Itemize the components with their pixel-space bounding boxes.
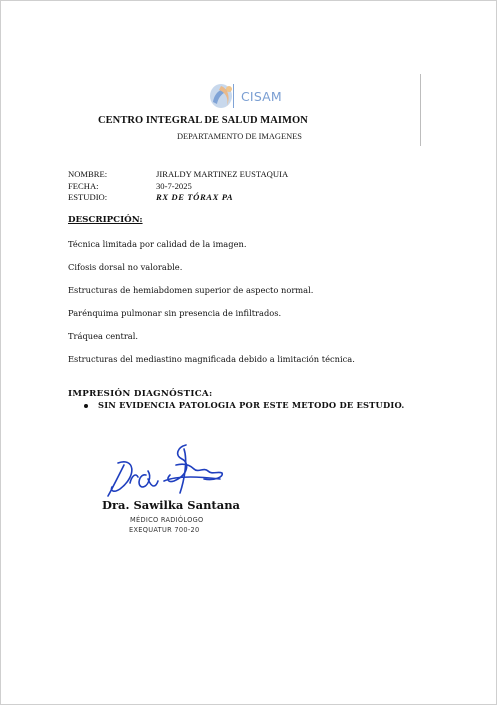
logo-text: CISAM (241, 89, 282, 104)
description-paragraph: Estructuras de hemiabdomen superior de aspecto normal. (68, 285, 314, 295)
doctor-license: EXEQUATUR 700-20 (129, 526, 200, 534)
name-label: NOMBRE: (68, 169, 108, 179)
description-paragraph: Cifosis dorsal no valorable. (68, 262, 183, 272)
study-label: ESTUDIO: (68, 192, 108, 202)
date-value: 30-7-2025 (156, 180, 192, 191)
institution-name: CENTRO INTEGRAL DE SALUD MAIMON (98, 115, 308, 126)
doctor-title: MÉDICO RADIÓLOGO (130, 516, 204, 524)
name-value: JIRALDY MARTINEZ EUSTAQUIA (156, 169, 289, 179)
department-name: DEPARTAMENTO DE IMAGENES (177, 132, 302, 141)
bullet-icon (84, 404, 88, 408)
margin-rule (420, 74, 421, 146)
description-paragraph: Tráquea central. (68, 331, 139, 341)
description-paragraph: Estructuras del mediastino magnificada debido a limitación técnica. (68, 354, 355, 364)
description-paragraph: Parénquima pulmonar sin presencia de infiltrados. (68, 308, 282, 318)
impression-heading: IMPRESIÓN DIAGNÓSTICA: (68, 389, 213, 399)
date-label: FECHA: (68, 180, 99, 191)
impression-item: SIN EVIDENCIA PATOLOGIA POR ESTE METODO DE ESTUDIO. (98, 400, 405, 410)
doctor-name: Dra. Sawilka Santana (102, 498, 240, 512)
description-heading: DESCRIPCIÓN: (68, 215, 143, 225)
study-value: RX DE TÓRAX PA (156, 192, 234, 202)
description-paragraph: Técnica limitada por calidad de la imagen. (68, 239, 247, 249)
handwritten-signature-icon (104, 441, 229, 501)
